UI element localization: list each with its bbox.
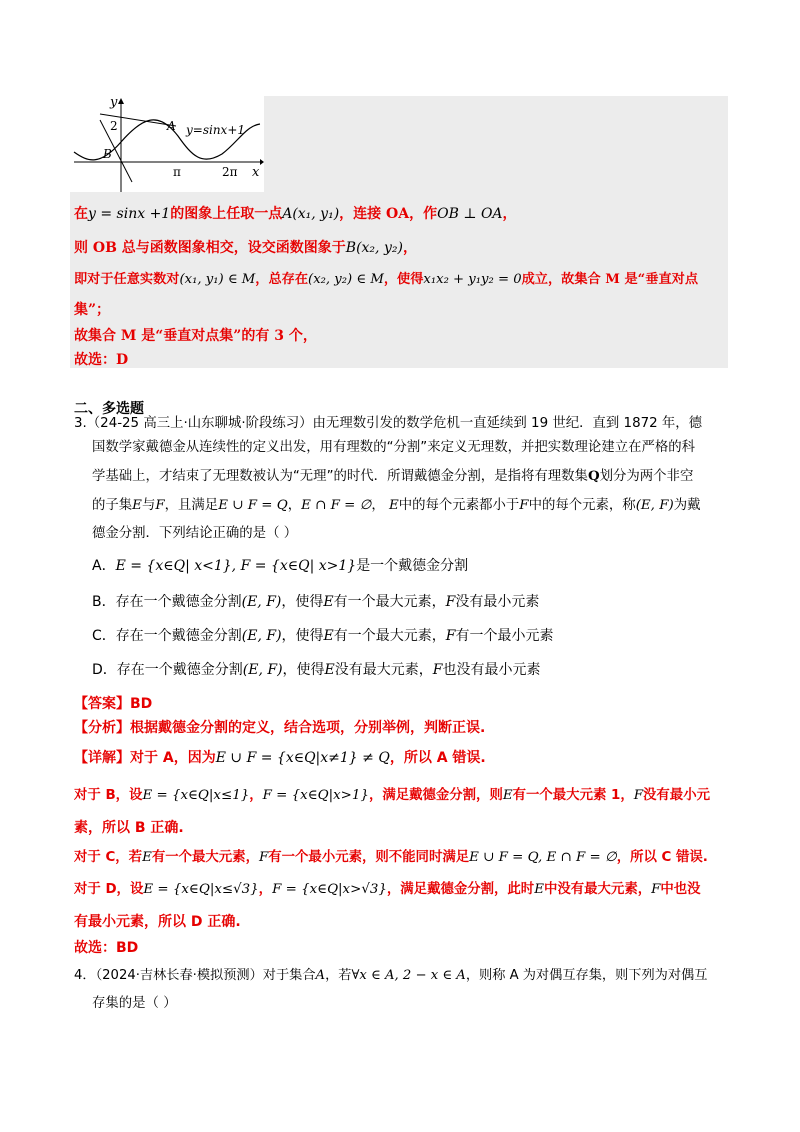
y-axis-label: y (110, 96, 118, 110)
section-title: 二、多选题 (74, 401, 144, 417)
q3-line-3: 学基础上，才结束了无理数被认为“无理”的时代．所谓戴德金分割，是指将有理数集Q划分为两个非空 (92, 468, 694, 484)
solution-line-1: 在y = sinx +1的图象上任取一点A(x₁, y₁)，连接 OA，作OB ⊥ OA， (74, 206, 517, 222)
point-A-label: A (167, 119, 176, 133)
detail-line-B1: 对于 B，设E = {x∈Q|x≤1}，F = {x∈Q|x>1}，满足戴德金分割，则E有一个最大元素 1，F没有最小元 (74, 788, 710, 803)
solution-line-3: 即对于任意实数对(x₁, y₁) ∈ M，总存在(x₂, y₂) ∈ M，使得x₁x₂ + y₁y₂ = 0成立，故集合 M 是“垂直对点 (74, 272, 699, 287)
solution-line-5: 故集合 M 是“垂直对点集”的有 3 个， (74, 328, 317, 344)
answer-line: 【答案】BD (74, 696, 153, 712)
q3-option-D[interactable]: D．存在一个戴德金分割(E, F)，使得E没有最大元素，F也没有最小元素 (92, 662, 541, 678)
q3-option-A[interactable]: A．E = {x∈Q| x<1}, F = {x∈Q| x>1}是一个戴德金分割 (92, 558, 469, 574)
solution-line-2: 则 OB 总与函数图象相交，设交函数图象于B(x₂, y₂)， (74, 240, 417, 256)
q3-option-B[interactable]: B．存在一个戴德金分割(E, F)，使得E有一个最大元素，F没有最小元素 (92, 594, 540, 610)
q3-line-5: 德金分割．下列结论正确的是（ ） (92, 526, 298, 541)
q3-line-1: 3.（24-25 高三上·山东聊城·阶段练习）由无理数引发的数学危机一直延续到 19 世纪．直到 1872 年，德 (74, 416, 703, 431)
solution-line-6: 故选：D (74, 352, 129, 368)
function-label: y=sinx+1 (186, 123, 246, 137)
detail-line-A: 【详解】对于 A，因为E ∪ F = {x∈Q|x≠1} ≠ Q，所以 A 错误. (74, 750, 486, 766)
pi-tick-label: π (173, 165, 181, 179)
solution-line-4: 集”； (74, 302, 111, 318)
detail-line-C: 对于 C，若E有一个最大元素，F有一个最小元素，则不能同时满足E ∪ F = Q, E ∩ F = ∅，所以 C 错误. (74, 850, 708, 865)
q4-line-2: 存集的是（ ） (92, 996, 177, 1011)
analysis-line: 【分析】根据戴德金分割的定义，结合选项，分别举例，判断正误. (74, 720, 486, 736)
two-pi-tick-label: 2π (222, 165, 238, 179)
x-axis-label: x (252, 165, 260, 180)
point-B-label: B (103, 147, 112, 161)
q3-option-C[interactable]: C．存在一个戴德金分割(E, F)，使得E有一个最大元素，F有一个最小元素 (92, 628, 554, 644)
q4-line-1: 4．（2024·吉林长春·模拟预测）对于集合A，若∀x ∈ A, 2 − x ∈ A，则称 A 为对偶互存集，则下列为对偶互 (74, 968, 708, 983)
q3-line-2: 国数学家戴德金从连续性的定义出发，用有理数的“分割”来定义无理数，并把实数理论建立在严格的科 (92, 440, 696, 455)
detail-line-B2: 素，所以 B 正确. (74, 820, 184, 836)
tick-2-label: 2 (110, 119, 118, 133)
detail-line-D1: 对于 D，设E = {x∈Q|x≤√3}，F = {x∈Q|x>√3}，满足戴德金分割，此时E中没有最大元素，F中也没 (74, 882, 701, 897)
q3-line-4: 的子集E与F，且满足E ∪ F = Q，E ∩ F = ∅， E中的每个元素都小于F中的每个元素，称(E, F)为戴 (92, 498, 701, 513)
detail-line-D2: 有最小元素，所以 D 正确. (74, 914, 241, 930)
final-answer-line: 故选：BD (74, 940, 139, 956)
sine-graph (70, 96, 264, 192)
